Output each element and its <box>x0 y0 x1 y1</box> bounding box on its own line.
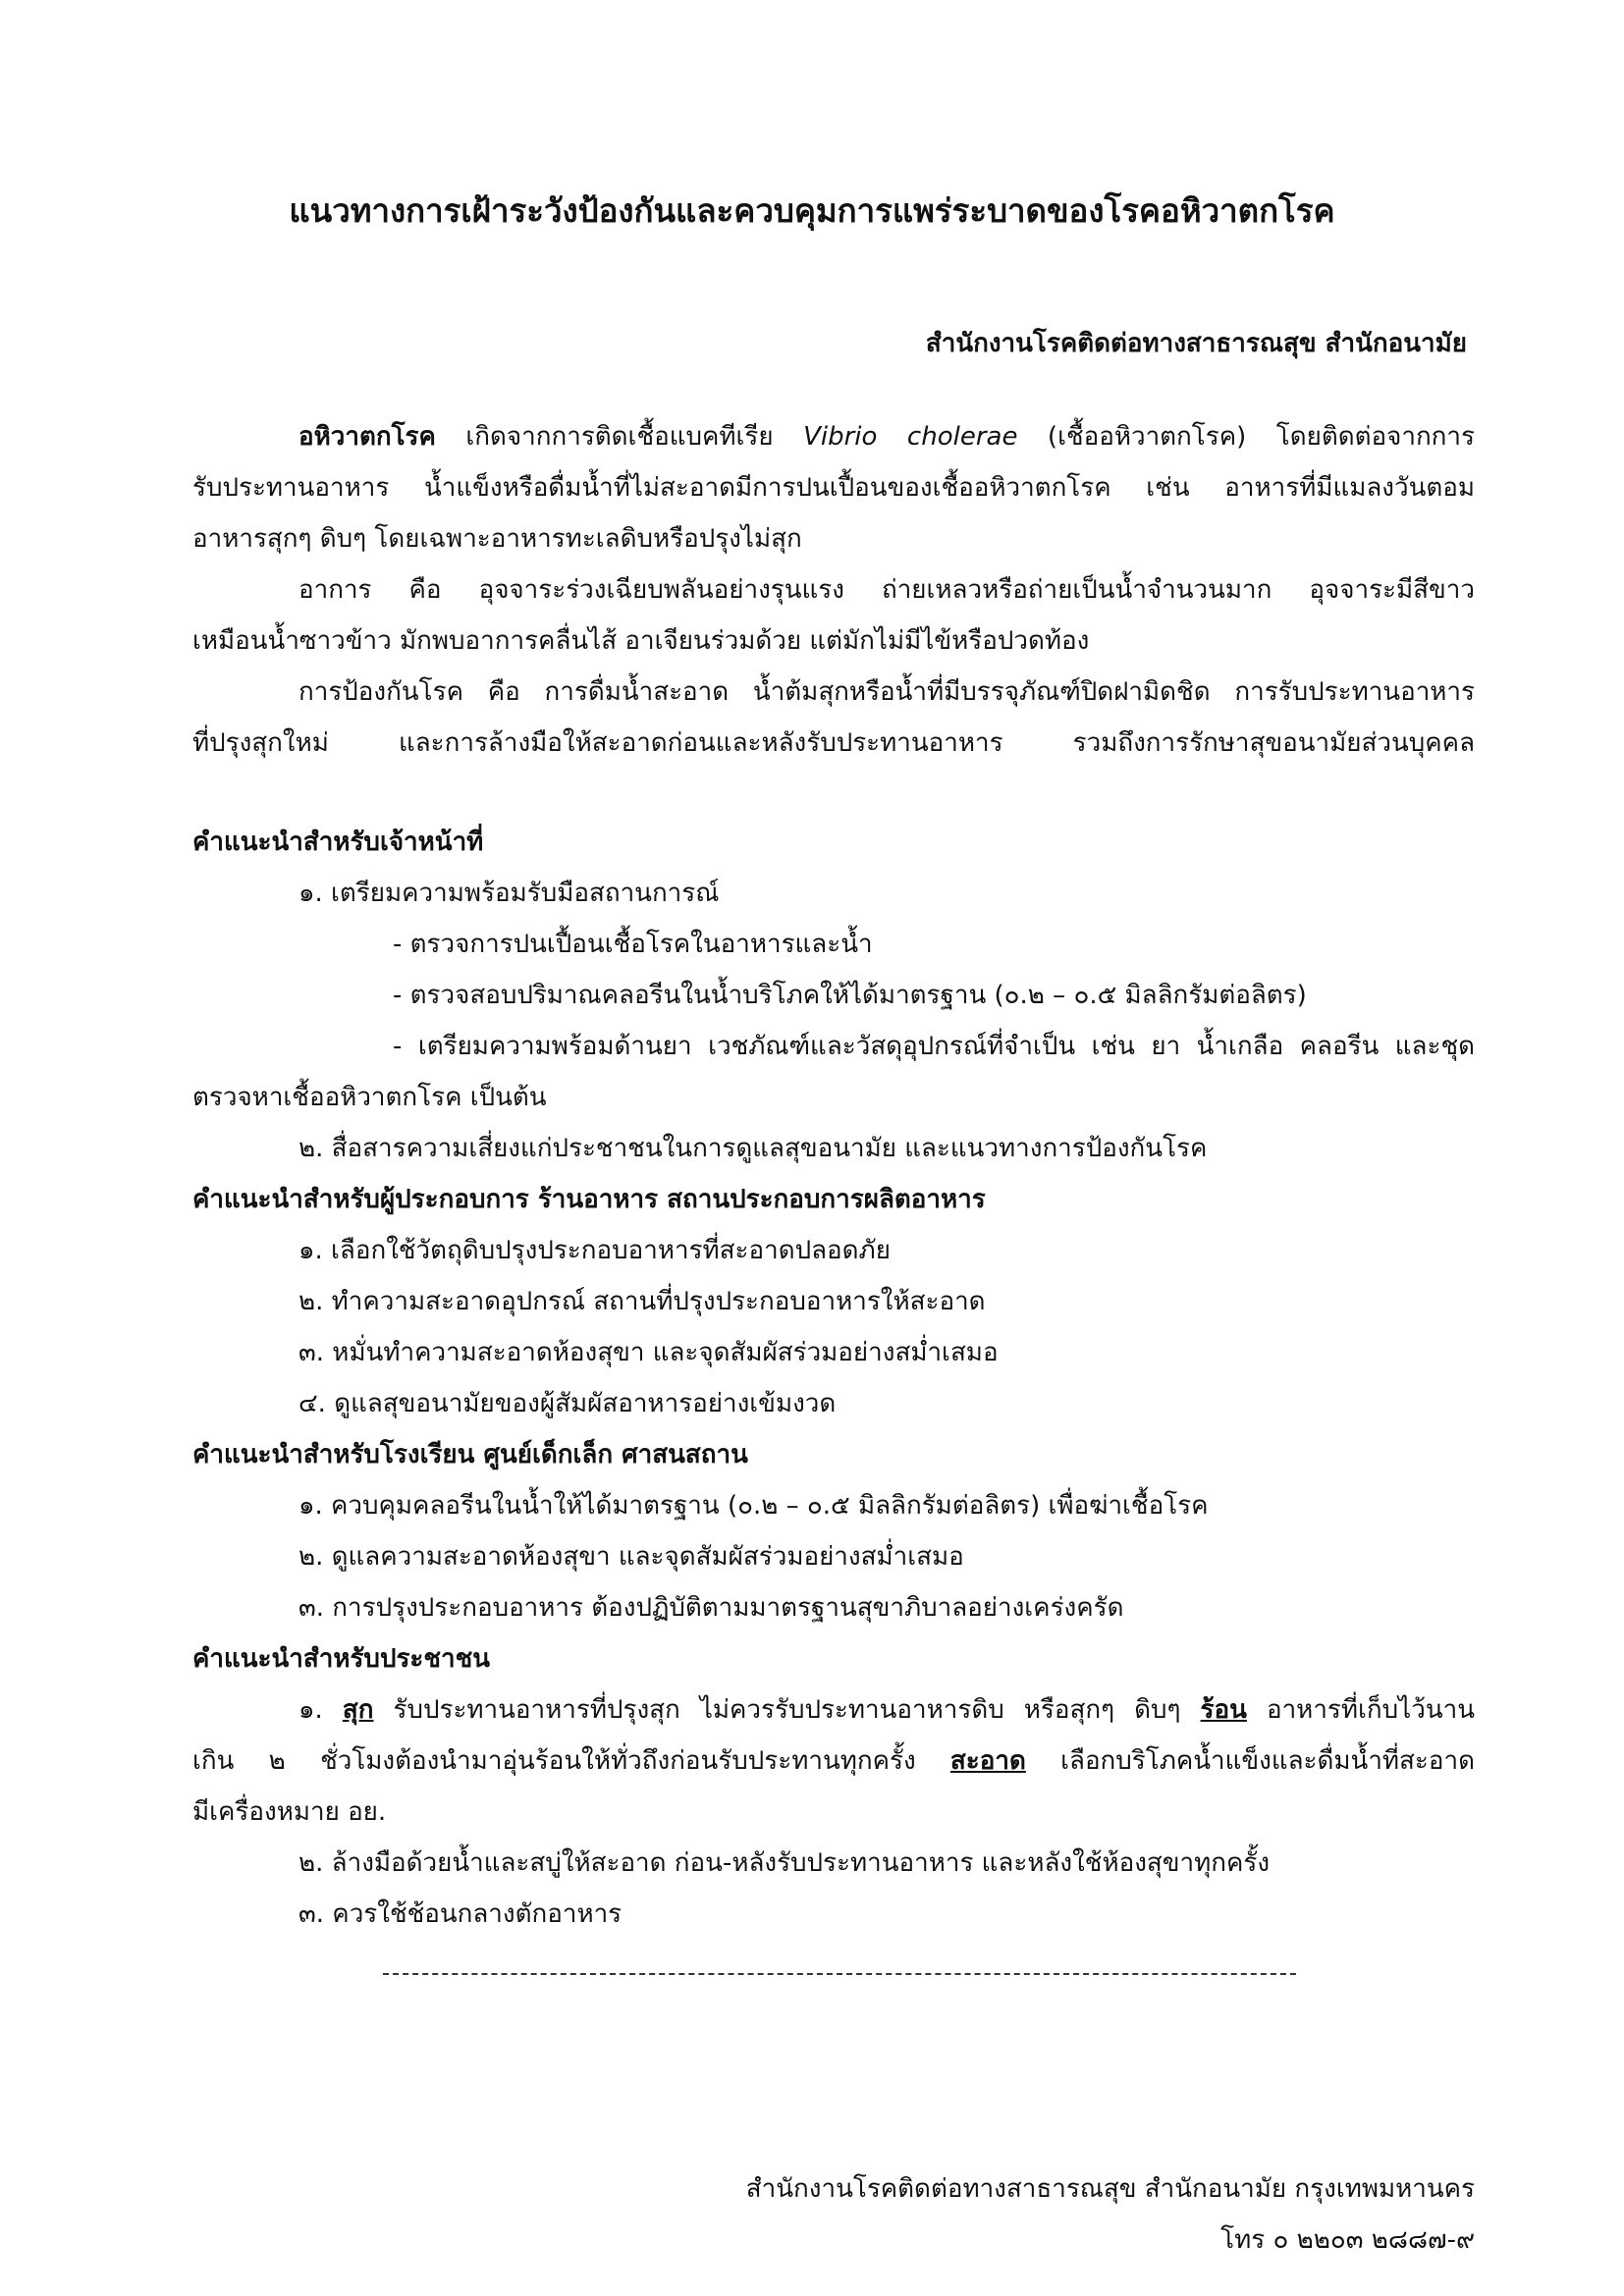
intro-text: เกิดจากการติดเชื้อแบคทีเรีย <box>435 422 804 452</box>
public-item-2: ๒. ล้างมือด้วยน้ำและสบู่ให้สะอาด ก่อน-หลังรับประทานอาหาร และหลังใช้ห้องสุขาทุกครั้ง <box>298 1848 1271 1878</box>
public-item-1-line2 <box>192 1741 1475 1781</box>
public-item-3: ๓. ควรใช้ช้อนกลางตักอาหาร <box>298 1899 623 1929</box>
staff-item-1: ๑. เตรียมความพร้อมรับมือสถานการณ์ <box>298 879 720 908</box>
public-item-1-line3: มีเครื่องหมาย อย. <box>192 1797 387 1827</box>
document-title: แนวทางการเฝ้าระวังป้องกันและควบคุมการแพร่ระบาดของโรคอหิวาตกโรค <box>289 191 1335 230</box>
intro-p1-line3: อาหารสุกๆ ดิบๆ โดยเฉพาะอาหารทะเลดิบหรือปรุงไม่สุก <box>192 524 802 554</box>
item-text: รับประทานอาหารที่ปรุงสุก ไม่ควรรับประทานอาหารดิบ หรือสุกๆ ดิบๆ <box>373 1695 1201 1725</box>
staff-item-2: ๒. สื่อสารความเสี่ยงแก่ประชาชนในการดูแลสุขอนามัย และแนวทางการป้องกันโรค <box>298 1134 1208 1163</box>
staff-sub-2: - ตรวจสอบปริมาณคลอรีนในน้ำบริโภคให้ได้มาตรฐาน (๐.๒ – ๐.๕ มิลลิกรัมต่อลิตร) <box>393 981 1307 1010</box>
section-divider <box>383 1973 1296 1975</box>
latin-name: Vibrio cholerae <box>803 422 1018 452</box>
operators-item: ๓. หมั่นทำความสะอาดห้องสุขา และจุดสัมผัสร่วมอย่างสม่ำเสมอ <box>298 1338 999 1367</box>
footer-organization: สำนักงานโรคติดต่อทางสาธารณสุข สำนักอนามัย กรุงเทพมหานคร <box>745 2174 1475 2204</box>
operators-item: ๒. ทำความสะอาดอุปกรณ์ สถานที่ปรุงประกอบอาหารให้สะอาด <box>298 1287 986 1316</box>
intro-text: (เชื้ออหิวาตกโรค) โดยติดต่อจากการ <box>1017 422 1475 452</box>
keyword-cooked: สุก <box>342 1695 374 1725</box>
operators-item: ๔. ดูแลสุขอนามัยของผู้สัมผัสอาหารอย่างเข้มงวด <box>298 1389 837 1418</box>
keyword-clean: สะอาด <box>949 1746 1026 1776</box>
staff-sub-3-line2: ตรวจหาเชื้ออหิวาตกโรค เป็นต้น <box>192 1083 547 1112</box>
intro-p1-line1 <box>192 417 1475 456</box>
keyword-hot: ร้อน <box>1200 1695 1247 1725</box>
schools-item: ๓. การปรุงประกอบอาหาร ต้องปฏิบัติตามมาตรฐานสุขาภิบาลอย่างเคร่งครัด <box>298 1593 1124 1623</box>
schools-heading: คำแนะนำสำหรับโรงเรียน ศูนย์เด็กเล็ก ศาสนสถาน <box>192 1440 748 1469</box>
operators-item: ๑. เลือกใช้วัตถุดิบปรุงประกอบอาหารที่สะอาดปลอดภัย <box>298 1236 891 1265</box>
footer-phone: โทร ๐ ๒๒๐๓ ๒๘๘๗-๙ <box>1220 2225 1475 2255</box>
intro-p2-line2: เหมือนน้ำซาวข้าว มักพบอาการคลื่นไส้ อาเจียนร่วมด้วย แต่มักไม่มีไข้หรือปวดท้อง <box>192 626 1090 656</box>
public-item-1-line1 <box>192 1690 1475 1730</box>
staff-sub-1: - ตรวจการปนเปื้อนเชื้อโรคในอาหารและน้ำ <box>393 930 873 959</box>
list-number: ๑. <box>298 1695 343 1725</box>
public-heading: คำแนะนำสำหรับประชาชน <box>192 1644 491 1674</box>
schools-item: ๒. ดูแลความสะอาดห้องสุขา และจุดสัมผัสร่วมอย่างสม่ำเสมอ <box>298 1542 964 1572</box>
staff-heading: คำแนะนำสำหรับเจ้าหน้าที่ <box>192 828 484 857</box>
intro-p3-line1: การป้องกันโรค คือ การดื่มน้ำสะอาด น้ำต้มสุกหรือน้ำที่มีบรรจุภัณฑ์ปิดฝามิดชิด การรับประทานอาหาร <box>298 677 1475 707</box>
item-text: เลือกบริโภคน้ำแข็งและดื่มน้ำที่สะอาด <box>1025 1746 1475 1776</box>
item-text: อาหารที่เก็บไว้นาน <box>1246 1695 1475 1725</box>
intro-p3-line2: ที่ปรุงสุกใหม่ และการล้างมือให้สะอาดก่อนและหลังรับประทานอาหาร รวมถึงการรักษาสุขอนามัยส่วนบุคคล <box>192 728 1475 758</box>
item-text: เกิน ๒ ชั่วโมงต้องนำมาอุ่นร้อนให้ทั่วถึงก่อนรับประทานทุกครั้ง <box>192 1746 950 1776</box>
intro-p1-line2: รับประทานอาหาร น้ำแข็งหรือดื่มน้ำที่ไม่สะอาดมีการปนเปื้อนของเชื้ออหิวาตกโรค เช่น อาหารที่มีแมลงวันตอม <box>192 473 1475 503</box>
schools-item: ๑. ควบคุมคลอรีนในน้ำให้ได้มาตรฐาน (๐.๒ – ๐.๕ มิลลิกรัมต่อลิตร) เพื่อฆ่าเชื้อโรค <box>298 1491 1209 1521</box>
issuing-office: สำนักงานโรคติดต่อทางสาธารณสุข สำนักอนามัย <box>925 329 1467 358</box>
operators-heading: คำแนะนำสำหรับผู้ประกอบการ ร้านอาหาร สถานประกอบการผลิตอาหาร <box>192 1185 986 1214</box>
cholera-term: อหิวาตกโรค <box>298 422 436 452</box>
staff-sub-3-line1: - เตรียมความพร้อมด้านยา เวชภัณฑ์และวัสดุอุปกรณ์ที่จำเป็น เช่น ยา น้ำเกลือ คลอรีน และชุด <box>393 1032 1475 1061</box>
intro-p2-line1: อาการ คือ อุจจาระร่วงเฉียบพลันอย่างรุนแรง ถ่ายเหลวหรือถ่ายเป็นน้ำจำนวนมาก อุจจาระมีสีขาว <box>298 575 1475 605</box>
